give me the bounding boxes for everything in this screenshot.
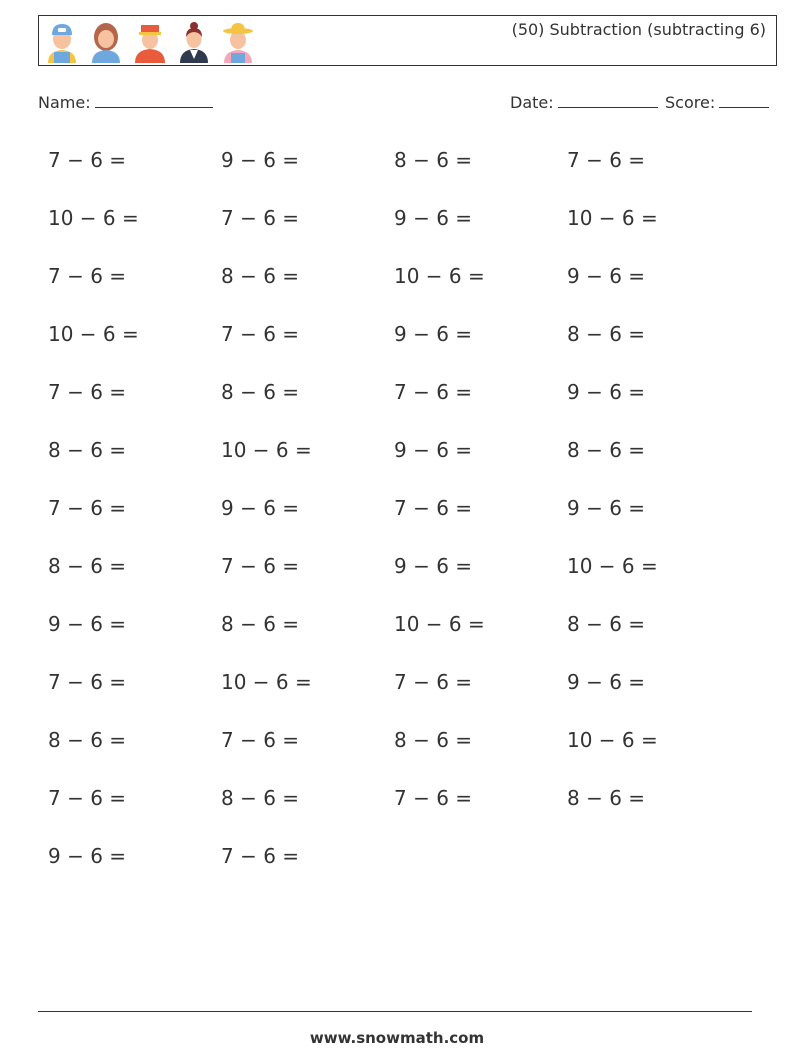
problem-item: 9 − 6 = (394, 322, 473, 346)
footer-url: www.snowmath.com (309, 1029, 485, 1047)
problem-item: 9 − 6 = (394, 206, 473, 230)
problem-item: 7 − 6 = (221, 844, 300, 868)
problem-item: 7 − 6 = (221, 728, 300, 752)
problem-item: 8 − 6 = (394, 728, 473, 752)
problem-item: 9 − 6 = (394, 438, 473, 462)
problem-item: 8 − 6 = (221, 380, 300, 404)
score-label: Score: (665, 93, 716, 112)
problem-item: 10 − 6 = (567, 728, 658, 752)
problem-item: 7 − 6 = (48, 380, 127, 404)
score-field (665, 93, 769, 112)
problem-item: 7 − 6 = (48, 786, 127, 810)
date-field (510, 93, 658, 112)
problem-item: 8 − 6 = (221, 264, 300, 288)
date-label: Date: (510, 93, 554, 112)
problem-item: 8 − 6 = (48, 438, 127, 462)
problem-item: 7 − 6 = (221, 554, 300, 578)
avatar-row (45, 19, 255, 64)
problem-item: 9 − 6 = (567, 496, 646, 520)
woman-avatar-icon (89, 19, 123, 64)
name-blank[interactable] (95, 93, 213, 108)
problem-item: 9 − 6 = (221, 148, 300, 172)
problem-item: 8 − 6 = (221, 612, 300, 636)
problem-item: 8 − 6 = (48, 554, 127, 578)
problem-item: 10 − 6 = (48, 206, 139, 230)
name-label: Name: (38, 93, 91, 112)
problem-item: 7 − 6 = (394, 786, 473, 810)
farmer-avatar-icon (221, 19, 255, 64)
problem-item: 8 − 6 = (567, 612, 646, 636)
score-blank[interactable] (719, 93, 769, 108)
worksheet-title: (50) Subtraction (subtracting 6) (511, 20, 766, 39)
problem-item: 7 − 6 = (567, 148, 646, 172)
footer-divider (38, 1011, 752, 1012)
worker-avatar-icon (45, 19, 79, 64)
problem-item: 10 − 6 = (394, 612, 485, 636)
problem-item: 7 − 6 = (48, 670, 127, 694)
problem-item: 10 − 6 = (567, 206, 658, 230)
problem-item: 7 − 6 = (48, 148, 127, 172)
problem-item: 7 − 6 = (394, 496, 473, 520)
problem-item: 7 − 6 = (221, 206, 300, 230)
problem-item: 9 − 6 = (48, 844, 127, 868)
problem-item: 8 − 6 = (394, 148, 473, 172)
firefighter-avatar-icon (133, 19, 167, 64)
problem-item: 10 − 6 = (221, 438, 312, 462)
worksheet-header (38, 15, 777, 66)
problem-item: 7 − 6 = (394, 380, 473, 404)
problem-item: 9 − 6 = (48, 612, 127, 636)
problem-item: 8 − 6 = (567, 322, 646, 346)
problem-item: 9 − 6 = (567, 670, 646, 694)
problem-item: 8 − 6 = (567, 438, 646, 462)
problem-item: 8 − 6 = (48, 728, 127, 752)
date-blank[interactable] (558, 93, 658, 108)
problem-item: 9 − 6 = (394, 554, 473, 578)
name-field (38, 93, 213, 112)
problem-item: 7 − 6 = (48, 496, 127, 520)
problem-item: 10 − 6 = (567, 554, 658, 578)
problem-item: 10 − 6 = (48, 322, 139, 346)
problem-grid (48, 145, 748, 899)
problem-item: 10 − 6 = (394, 264, 485, 288)
problem-item: 8 − 6 = (221, 786, 300, 810)
problem-item: 7 − 6 = (221, 322, 300, 346)
businesswoman-avatar-icon (177, 19, 211, 64)
problem-item: 9 − 6 = (567, 380, 646, 404)
problem-item: 7 − 6 = (394, 670, 473, 694)
problem-item: 7 − 6 = (48, 264, 127, 288)
problem-item: 10 − 6 = (221, 670, 312, 694)
problem-item: 9 − 6 = (221, 496, 300, 520)
problem-item: 9 − 6 = (567, 264, 646, 288)
problem-item: 8 − 6 = (567, 786, 646, 810)
